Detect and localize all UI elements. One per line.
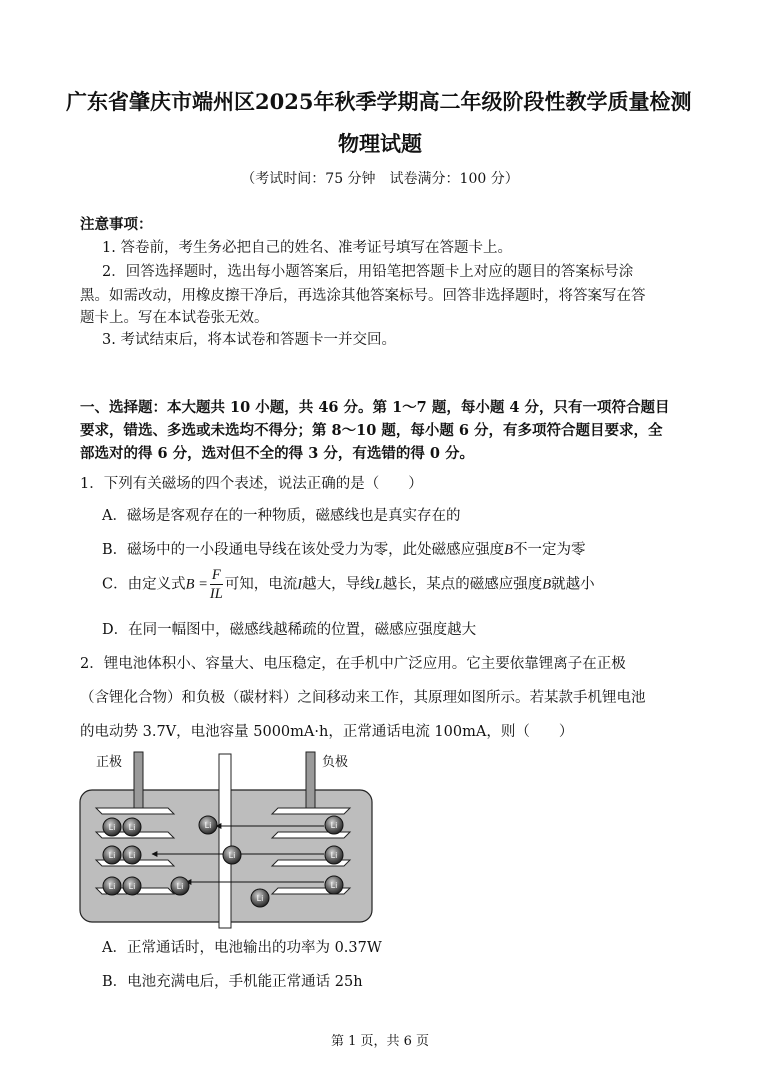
lithium-ion [223, 846, 241, 864]
q1-option-c-var-b: B [542, 576, 552, 593]
q1-option-c-var-l: L [374, 576, 383, 593]
lithium-ion-label: Li [204, 821, 212, 830]
notes-item-2-line2: 黑。如需改动，用橡皮擦干净后，再选涂其他答案标号。回答非选择题时，将答案写在答 [80, 288, 646, 304]
q1-option-b-var: B [504, 542, 514, 558]
q1-option-b-text1: B．磁场中的一小段通电导线在该处受力为零，此处磁感应强度 [102, 542, 505, 558]
notes-item-2-line3: 题卡上。写在本试卷张无效。 [80, 310, 269, 326]
lithium-ion [103, 846, 121, 864]
lithium-ion [325, 876, 343, 894]
q1-option-c [102, 566, 595, 603]
fraction-numerator: F [210, 566, 223, 585]
q1-option-c-lhs: B = [185, 576, 208, 593]
q1-option-a: A．磁场是客观存在的一种物质，磁感线也是真实存在的 [102, 508, 461, 524]
lithium-ion [325, 816, 343, 834]
lithium-ion [103, 877, 121, 895]
q1-option-c-text2: 可知，电流 [224, 576, 298, 593]
negative-terminal [306, 752, 315, 812]
fraction-denominator: IL [209, 586, 223, 602]
lithium-ion-label: Li [128, 882, 136, 891]
lithium-ion [325, 846, 343, 864]
section1-line2: 要求，错选、多选或未选均不得分；第 8～10 题，每小题 6 分，有多项符合题目要求，全 [80, 422, 663, 439]
lithium-ion [123, 818, 141, 836]
q1-option-b-text2: 不一定为零 [513, 542, 586, 558]
lithium-ion-label: Li [108, 823, 116, 832]
q2-stem-line2: （含锂化合物）和负极（碳材料）之间移动来工作，其原理如图所示。若某款手机锂电池 [80, 690, 646, 706]
exam-title-line1: 广东省肇庆市端州区2025年秋季学期高二年级阶段性教学质量检测 [66, 89, 692, 114]
q2-option-a: A．正常通话时，电池输出的功率为 0.37W [102, 940, 382, 956]
lithium-battery-diagram [78, 748, 374, 930]
q2-option-b: B．电池充满电后，手机能正常通话 25h [102, 974, 363, 990]
lithium-ion-label: Li [108, 851, 116, 860]
section1-line3: 部选对的得 6 分，选对但不全的得 3 分，有选错的得 0 分。 [80, 445, 475, 462]
lithium-ion-label: Li [330, 851, 338, 860]
q1-option-c-text1: C．由定义式 [102, 576, 186, 593]
q1-option-c-var-i: I [297, 576, 303, 593]
q1-option-b [102, 538, 586, 559]
lithium-ion-label: Li [176, 882, 184, 891]
exam-info: （考试时间：75 分钟 试卷满分：100 分） [241, 171, 519, 187]
separator [219, 754, 231, 928]
lithium-ion-label: Li [128, 851, 136, 860]
q1-stem: 1．下列有关磁场的四个表述，说法正确的是（ ） [80, 476, 423, 492]
exam-title-line2: 物理试题 [338, 131, 422, 156]
q1-option-c-text4: 越长，某点的磁感应强度 [382, 576, 543, 593]
lithium-ion [251, 889, 269, 907]
lithium-ion-label: Li [108, 882, 116, 891]
lithium-ion-label: Li [128, 823, 136, 832]
negative-electrode-label: 负极 [322, 755, 349, 770]
q1-option-d: D．在同一幅图中，磁感线越稀疏的位置，磁感应强度越大 [102, 622, 477, 638]
q1-option-c-text5: 就越小 [551, 576, 595, 593]
page-footer: 第 1 页，共 6 页 [330, 1034, 430, 1049]
notes-heading: 注意事项： [80, 216, 153, 233]
section1-line1: 一、选择题：本大题共 10 小题，共 46 分。第 1～7 题，每小题 4 分，只有一项符合题目 [80, 399, 670, 416]
notes-item-2-line1: 2．回答选择题时，选出每小题答案后，用铅笔把答题卡上对应的题目的答案标号涂 [102, 264, 634, 280]
lithium-ion-label: Li [228, 851, 236, 860]
lithium-ion [103, 818, 121, 836]
lithium-ion [199, 816, 217, 834]
lithium-ion-label: Li [330, 881, 338, 890]
q2-stem-line1: 2．锂电池体积小、容量大、电压稳定，在手机中广泛应用。它主要依靠锂离子在正极 [80, 656, 626, 672]
lithium-ion-label: Li [256, 894, 264, 903]
notes-item-1: 1. 答卷前，考生务必把自己的姓名、准考证号填写在答题卡上。 [102, 240, 512, 256]
lithium-ion [171, 877, 189, 895]
q1-option-c-text3: 越大，导线 [302, 576, 375, 593]
positive-electrode-label: 正极 [96, 755, 123, 770]
positive-terminal [134, 752, 143, 812]
lithium-ion [123, 846, 141, 864]
notes-item-3: 3. 考试结束后，将本试卷和答题卡一并交回。 [102, 332, 396, 348]
lithium-ion [123, 877, 141, 895]
lithium-ion-label: Li [330, 821, 338, 830]
q2-stem-line3: 的电动势 3.7V，电池容量 5000mA·h，正常通话电流 100mA，则（ ） [80, 724, 574, 740]
q1-option-c-fraction [210, 566, 223, 603]
